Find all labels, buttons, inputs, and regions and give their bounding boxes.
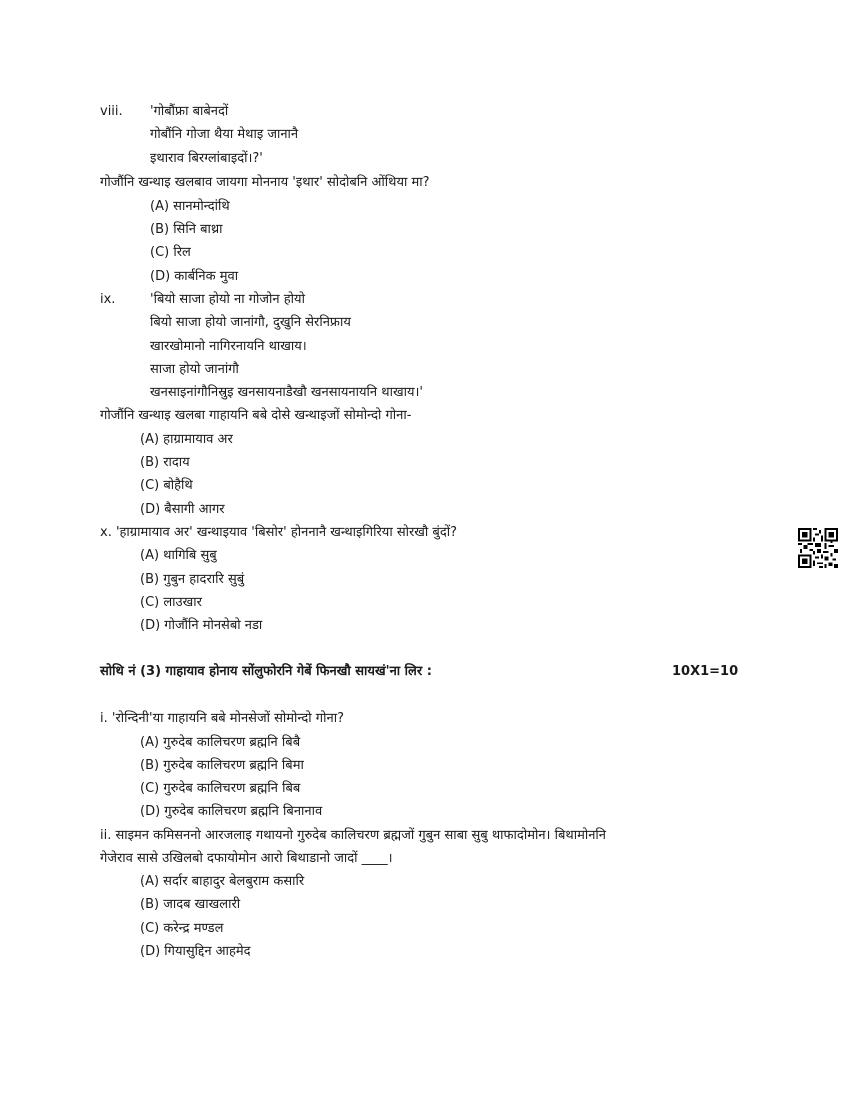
poem-line: इथाराव बिरग्लांबाइदों।?' (150, 151, 263, 166)
option-d: (D) बैसागी आगर (140, 502, 225, 517)
poem-line: खनसाइनांगौनिस्रुइ खनसायनाडैखौ खनसायनायनि थाखाय।' (150, 385, 423, 400)
question-text: ii. साइमन कमिसननो आरजलाइ गथायनो गुरुदेब कालिचरण ब्रह्मजों गुबुन साबा सुबु थाफादोमोन। बिथामोननि (100, 828, 607, 843)
option-c: (C) रिल (150, 245, 191, 260)
poem-line: साजा होयो जानांगौ (150, 362, 239, 377)
option-a: (A) सर्दार बाहादुर बेलबुराम कसारि (140, 874, 305, 889)
option-c: (C) बोहैथि (140, 478, 193, 493)
question-text: गोजौंनि खन्थाइ खलबाव जायगा मोननाय 'इथार' सोदोबनि ओंथिया मा? (100, 175, 430, 190)
option-a: (A) गुरुदेब कालिचरण ब्रह्मनि बिबै (140, 735, 301, 750)
option-b: (B) गुबुन हादरारि सुबुं (140, 572, 245, 587)
option-d: (D) गुरुदेब कालिचरण ब्रह्मनि बिनानाव (140, 804, 323, 819)
qr-code-icon (798, 528, 838, 568)
option-b: (B) गुरुदेब कालिचरण ब्रह्मनि बिमा (140, 758, 304, 773)
option-c: (C) गुरुदेब कालिचरण ब्रह्मनि बिब (140, 781, 301, 796)
question-text: x. 'हाग्रामायाव अर' खन्थाइयाव 'बिसोर' होननानै खन्थाइगिरिया सोरखौ बुंदों? (100, 525, 458, 540)
option-c: (C) लाउखार (140, 595, 202, 610)
question-text: i. 'रोन्दिनी'या गाहायनि बबे मोनसेजों सोमोन्दो गोना? (100, 711, 344, 726)
option-b: (B) सिनि बाथ्रा (150, 222, 223, 237)
question-text: गोजौंनि खन्थाइ खलबा गाहायनि बबे दोसे खन्थाइजों सोमोन्दो गोना- (100, 408, 412, 423)
poem-line: गोबौंनि गोजा थैया मेथाइ जानानै (150, 127, 299, 142)
poem-line: 'बियो साजा होयो ना गोजोन होयो (150, 292, 305, 307)
question-number: ix. (100, 292, 116, 307)
option-b: (B) जादब खाखलारी (140, 897, 241, 912)
option-d: (D) गियासुद्दिन आहमेद (140, 944, 251, 959)
option-a: (A) थागिबि सुबु (140, 548, 217, 563)
option-a: (A) सानमोन्दांथि (150, 199, 230, 214)
option-c: (C) करेन्द्र मण्डल (140, 921, 224, 936)
option-b: (B) रादाय (140, 455, 190, 470)
section-heading: सोथि नं (3) गाहायाव होनाय सोंलुफोरनि गेबें फिनखौ सायखं'ना लिर : (100, 664, 432, 679)
question-text: गेजेराव सासे उखिलबो दफायोमोन आरो बिथाडानो जादों ____। (100, 851, 393, 866)
poem-line: खारखोमानो नागिरनायनि थाखाय। (150, 339, 307, 354)
poem-line: 'गोबौंफ्रा बाबेनदों (150, 104, 229, 119)
option-d: (D) गोजौंनि मोनसेबो नडा (140, 618, 263, 633)
poem-line: बियो साजा होयो जानांगौ, दुखुनि सेरनिफ्राय (150, 315, 351, 330)
option-d: (D) कार्बनिक मुवा (150, 269, 239, 284)
option-a: (A) हाग्रामायाव अर (140, 432, 233, 447)
section-marks: 10X1=10 (672, 664, 739, 679)
question-number: viii. (100, 104, 123, 119)
